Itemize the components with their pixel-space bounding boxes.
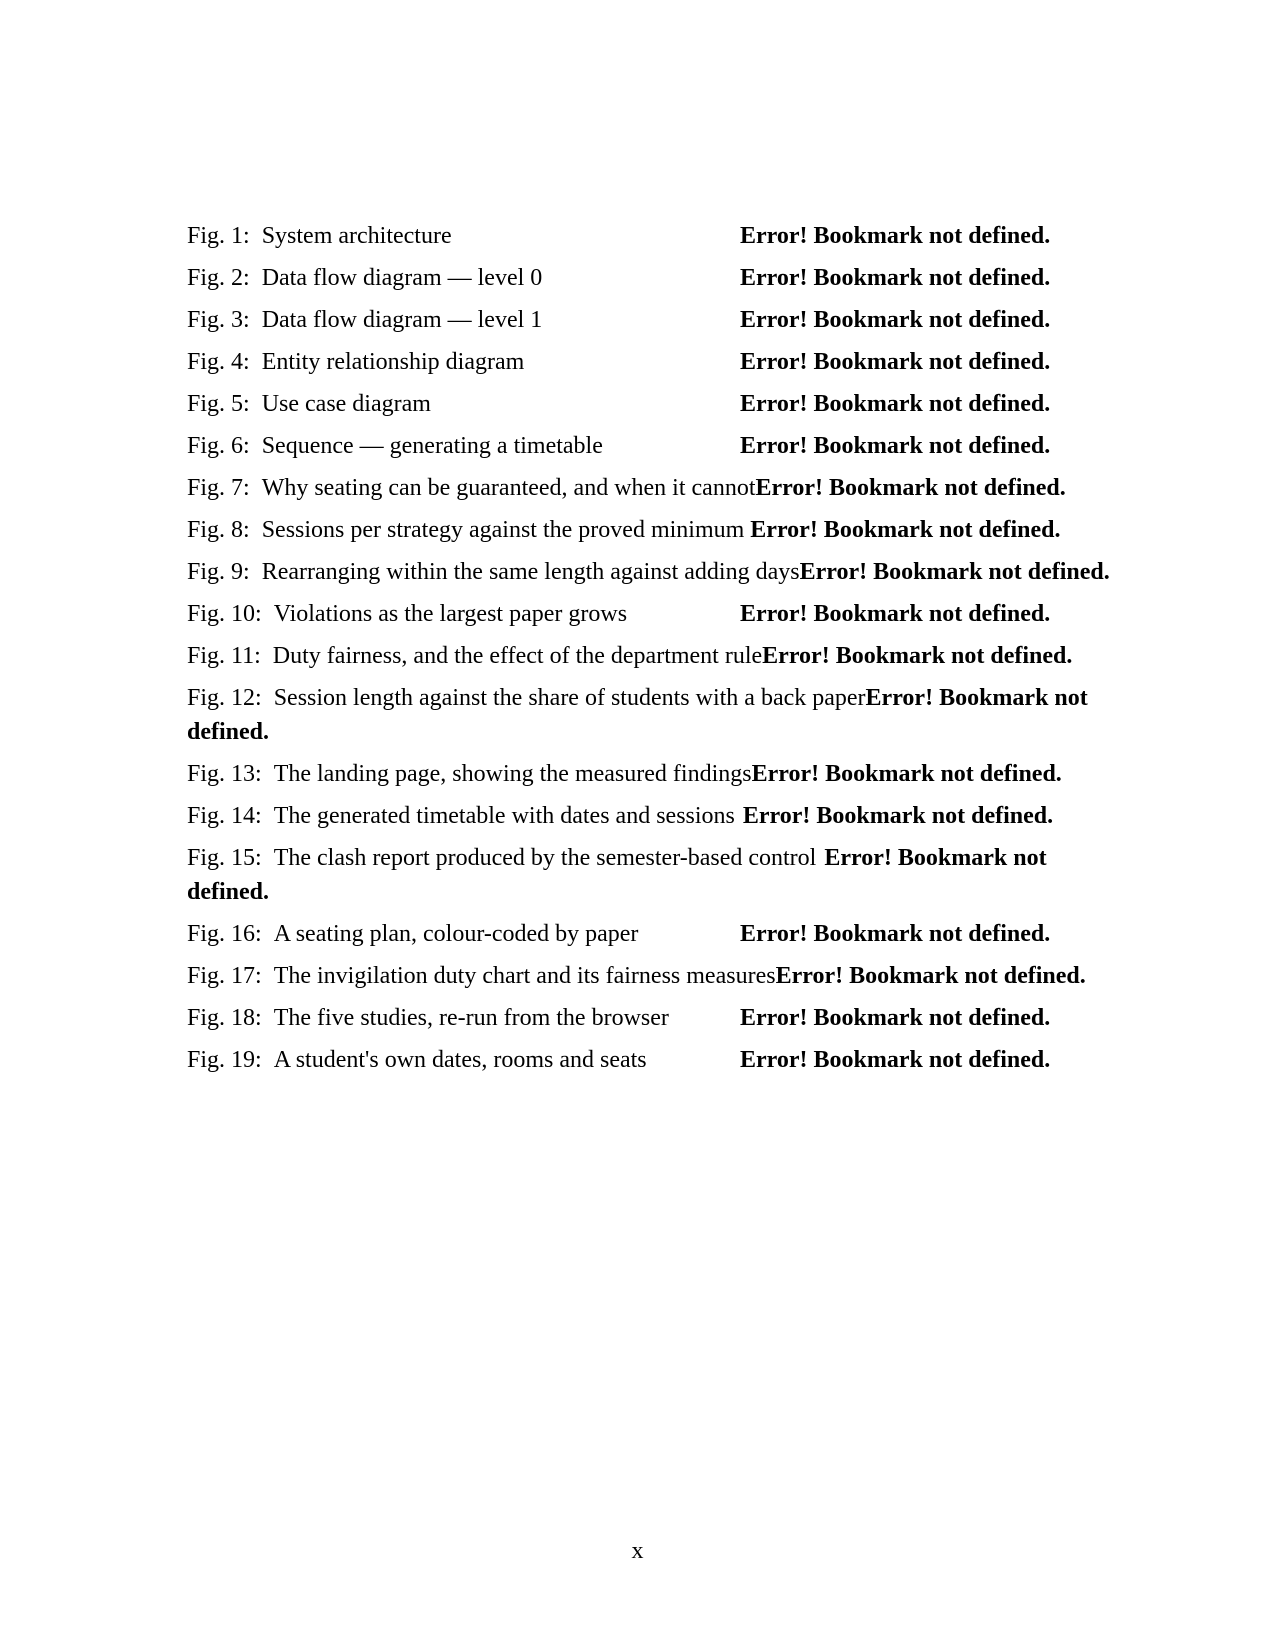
figure-entry[interactable] <box>187 757 1127 791</box>
figure-entry[interactable] <box>187 387 1127 421</box>
figure-label: Fig. 3: <box>187 307 250 333</box>
figure-entry[interactable] <box>187 303 1127 337</box>
figure-label: Fig. 2: <box>187 265 250 291</box>
figure-label: Fig. 17: <box>187 963 262 989</box>
figure-caption: Use case diagram <box>261 391 431 417</box>
table-of-figures <box>187 219 1127 1085</box>
figure-entry[interactable] <box>187 219 1127 253</box>
figure-caption: Why seating can be guaranteed, and when it cannot <box>261 475 756 501</box>
bookmark-error: Error! Bookmark not defined. <box>740 265 1051 291</box>
figure-caption: A student's own dates, rooms and seats <box>273 1047 647 1073</box>
figure-entry[interactable] <box>187 555 1127 589</box>
figure-caption: Rearranging within the same length against adding days <box>261 559 800 585</box>
bookmark-error: Error! Bookmark not defined. <box>740 433 1051 459</box>
figure-entry[interactable] <box>187 513 1127 547</box>
page-number: x <box>631 1538 644 1564</box>
figure-entry[interactable] <box>187 1001 1127 1035</box>
figure-entry[interactable] <box>187 917 1127 951</box>
figure-entry[interactable] <box>187 471 1127 505</box>
figure-label: Fig. 14: <box>187 803 262 829</box>
bookmark-error: Error! Bookmark not defined. <box>187 845 1047 905</box>
figure-caption: The generated timetable with dates and sessions <box>273 803 735 829</box>
figure-caption: The landing page, showing the measured findings <box>273 761 752 787</box>
figure-label: Fig. 5: <box>187 391 250 417</box>
figure-label: Fig. 11: <box>187 643 261 669</box>
figure-entry[interactable] <box>187 345 1127 379</box>
bookmark-error: Error! Bookmark not defined. <box>755 475 1066 501</box>
figure-caption: Sessions per strategy against the proved minimum <box>261 517 745 543</box>
figure-caption: Data flow diagram — level 0 <box>261 265 543 291</box>
figure-label: Fig. 12: <box>187 685 262 711</box>
bookmark-error: Error! Bookmark not defined. <box>799 559 1110 585</box>
bookmark-error: Error! Bookmark not defined. <box>742 803 1054 829</box>
figure-label: Fig. 6: <box>187 433 250 459</box>
bookmark-error: Error! Bookmark not defined. <box>740 391 1051 417</box>
figure-caption: The clash report produced by the semester-based control <box>273 845 817 871</box>
bookmark-error: Error! Bookmark not defined. <box>740 921 1051 947</box>
figure-caption: Entity relationship diagram <box>261 349 525 375</box>
bookmark-error: Error! Bookmark not defined. <box>740 349 1051 375</box>
figure-entry[interactable] <box>187 1043 1127 1077</box>
figure-label: Fig. 9: <box>187 559 250 585</box>
figure-entry[interactable] <box>187 841 1127 909</box>
figure-label: Fig. 8: <box>187 517 250 543</box>
figure-entry[interactable] <box>187 429 1127 463</box>
figure-label: Fig. 18: <box>187 1005 262 1031</box>
figure-caption: Data flow diagram — level 1 <box>261 307 543 333</box>
bookmark-error: Error! Bookmark not defined. <box>740 307 1051 333</box>
figure-label: Fig. 16: <box>187 921 262 947</box>
bookmark-error: Error! Bookmark not defined. <box>740 223 1051 249</box>
figure-caption: The five studies, re-run from the browser <box>273 1005 669 1031</box>
figure-caption: Duty fairness, and the effect of the department rule <box>272 643 763 669</box>
figure-label: Fig. 7: <box>187 475 250 501</box>
figure-entry[interactable] <box>187 959 1127 993</box>
figure-caption: Violations as the largest paper grows <box>273 601 628 627</box>
figure-caption: The invigilation duty chart and its fairness measures <box>273 963 776 989</box>
bookmark-error: Error! Bookmark not defined. <box>740 1005 1051 1031</box>
figure-label: Fig. 1: <box>187 223 250 249</box>
bookmark-error: Error! Bookmark not defined. <box>751 761 1062 787</box>
figure-entry[interactable] <box>187 597 1127 631</box>
figure-caption: System architecture <box>261 223 452 249</box>
figure-entry[interactable] <box>187 261 1127 295</box>
figure-entry[interactable] <box>187 799 1127 833</box>
bookmark-error: Error! Bookmark not defined. <box>740 601 1051 627</box>
figure-caption: Session length against the share of students with a back paper <box>273 685 866 711</box>
figure-label: Fig. 13: <box>187 761 262 787</box>
figure-label: Fig. 19: <box>187 1047 262 1073</box>
figure-caption: Sequence — generating a timetable <box>261 433 603 459</box>
bookmark-error: Error! Bookmark not defined. <box>750 517 1061 543</box>
figure-entry[interactable] <box>187 639 1127 673</box>
figure-label: Fig. 10: <box>187 601 262 627</box>
bookmark-error: Error! Bookmark not defined. <box>762 643 1073 669</box>
bookmark-error: Error! Bookmark not defined. <box>187 685 1088 745</box>
figure-entry[interactable] <box>187 681 1127 749</box>
figure-label: Fig. 15: <box>187 845 262 871</box>
figure-label: Fig. 4: <box>187 349 250 375</box>
bookmark-error: Error! Bookmark not defined. <box>775 963 1086 989</box>
figure-caption: A seating plan, colour-coded by paper <box>273 921 639 947</box>
bookmark-error: Error! Bookmark not defined. <box>740 1047 1051 1073</box>
